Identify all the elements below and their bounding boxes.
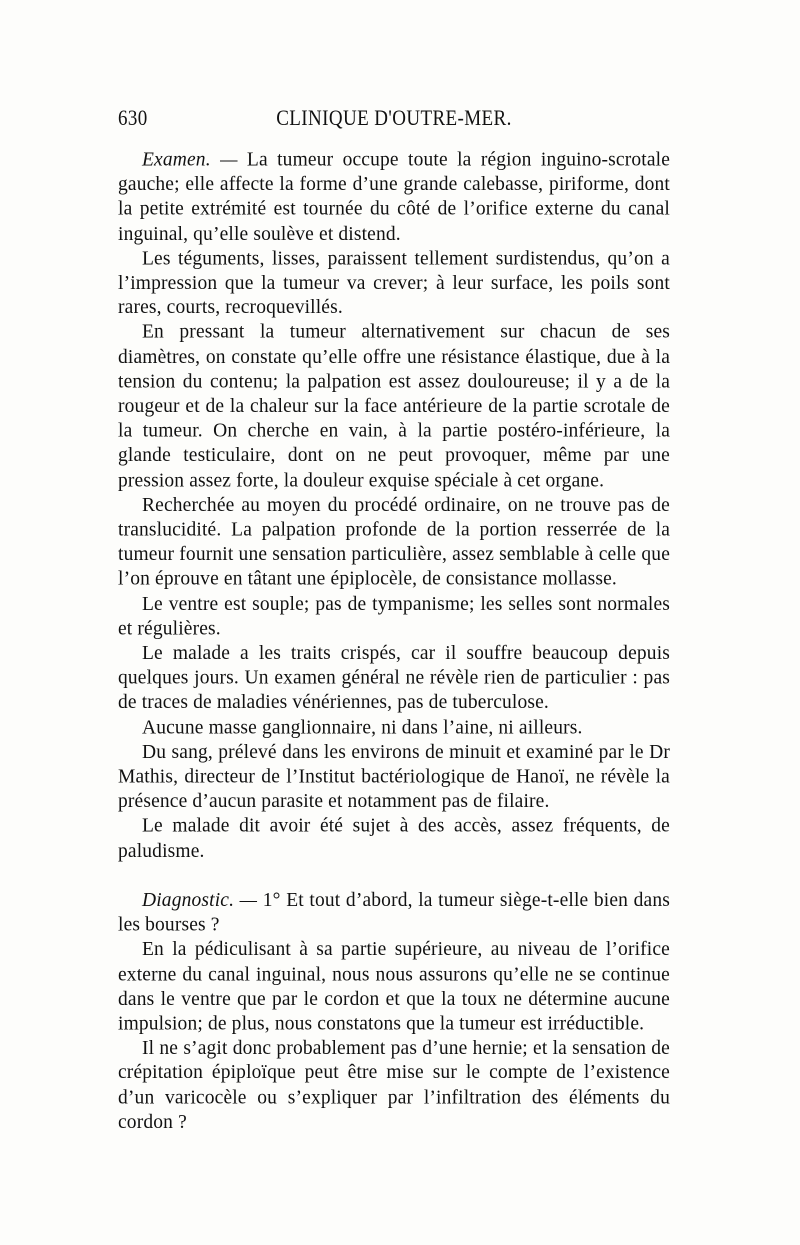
paragraph: Recherchée au moyen du procédé ordinaire, on ne trouve pas de translucidité. La palpation profonde de la portion resserrée de la tumeur fournit une sensation particulière, assez semblable à celle que l’on éprouve en tâtant une épiplocèle, de consistance mollasse. [118, 494, 670, 591]
page-number: 630 [118, 106, 148, 131]
section-lead: Examen. — [142, 149, 238, 171]
paragraph: Aucune masse ganglionnaire, ni dans l’aine, ni ailleurs. [142, 716, 583, 739]
paragraph: En la pédiculisant à sa partie supérieure, au niveau de l’orifice externe du canal inguinal, nous nous assurons qu’elle ne se continue dans le ventre que par le cordon et que la toux ne détermine aucune impulsion; de plus, nous constatons que la tumeur est irréductible. [118, 938, 670, 1035]
paragraph: Le malade dit avoir été sujet à des accès, assez fréquents, de paludisme. [118, 815, 670, 862]
paragraph: Examen. — La tumeur occupe toute la région inguino-scrotale gauche; elle affecte la forme d’une grande calebasse, piriforme, dont la petite extrémité est tournée du côté de l’orifice externe du canal inguinal, qu’elle soulève et distend. [118, 149, 670, 245]
paragraph: Diagnostic. — 1° Et tout d’abord, la tumeur siège-t-elle bien dans les bourses ? [118, 889, 671, 936]
body-text [118, 148, 670, 1135]
section-lead: Diagnostic. — [142, 889, 258, 911]
running-title: CLINIQUE D'OUTRE-MER. [276, 106, 512, 131]
paragraph: Les téguments, lisses, paraissent tellement surdistendus, qu’on a l’impression que la tumeur va crever; à leur surface, les poils sont rares, courts, recroquevillés. [118, 247, 670, 319]
paragraph: Il ne s’agit donc probablement pas d’une hernie; et la sensation de crépitation épiploïque peut être mise sur le compte de l’existence d’un varicocèle ou s’expliquer par l’infiltration des éléments du cordon ? [118, 1037, 670, 1134]
section-gap [118, 864, 670, 888]
paragraph: Le malade a les traits crispés, car il souffre beaucoup depuis quelques jours. Un examen général ne révèle rien de particulier : pas de traces de maladies vénériennes, pas de tuberculose. [118, 642, 670, 714]
paragraph: Du sang, prélevé dans les environs de minuit et examiné par le Dr Mathis, directeur de l’Institut bactériologique de Hanoï, ne révèle la présence d’aucun parasite et notamment pas de filaire. [118, 741, 670, 813]
paragraph: En pressant la tumeur alternativement sur chacun de ses diamètres, on constate qu’elle offre une résistance élastique, due à la tension du contenu; la palpation est assez douloureuse; il y a de la rougeur et de la chaleur sur la face antérieure de la partie scrotale de la tumeur. On cherche en vain, à la partie postéro-inférieure, la glande testiculaire, dont on ne peut provoquer, même par une pression assez forte, la douleur exquise spéciale à cet organe. [118, 321, 670, 492]
paragraph: Le ventre est souple; pas de tympanisme; les selles sont normales et régulières. [118, 593, 670, 640]
